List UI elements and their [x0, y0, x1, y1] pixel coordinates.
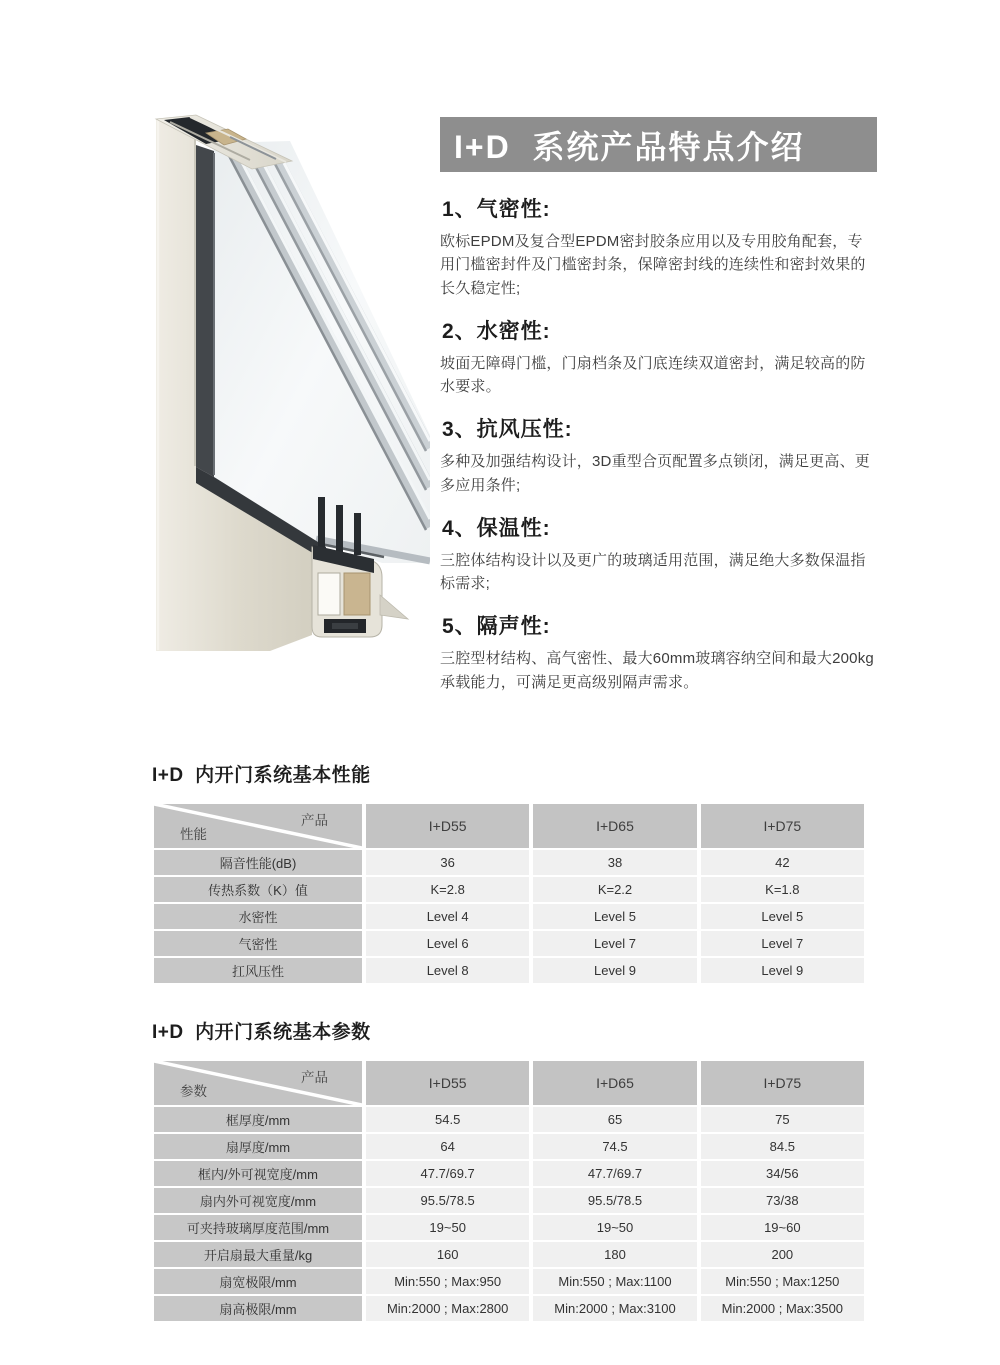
column-header: I+D55 [366, 1061, 529, 1105]
row-label: 水密性 [154, 904, 362, 929]
param-cell: 95.5/78.5 [366, 1188, 529, 1213]
param-cell: 19~50 [533, 1215, 696, 1240]
table-row [154, 1107, 864, 1132]
performance-table-block [150, 760, 868, 985]
param-cell: Min:2000 ; Max:3100 [533, 1296, 696, 1321]
param-cell: Min:550 ; Max:1100 [533, 1269, 696, 1294]
row-label: 传热系数（K）值 [154, 877, 362, 902]
column-header: I+D75 [701, 1061, 864, 1105]
corner-header-cell [154, 1061, 362, 1105]
feature-heading: 1、气密性: [442, 198, 551, 221]
row-label: 扇高极限/mm [154, 1296, 362, 1321]
table-row [154, 1296, 864, 1321]
row-label: 扇厚度/mm [154, 1134, 362, 1159]
param-cell: Min:2000 ; Max:3500 [701, 1296, 864, 1321]
row-label: 扇宽极限/mm [154, 1269, 362, 1294]
column-header: I+D65 [533, 804, 696, 848]
perf-cell: Level 9 [701, 958, 864, 983]
param-cell: 180 [533, 1242, 696, 1267]
param-cell: 19~60 [701, 1215, 864, 1240]
feature-body: 多种及加强结构设计，3D重型合页配置多点锁闭，满足更高、更多应用条件; [440, 453, 870, 494]
table-row [154, 1269, 864, 1294]
perf-cell: K=1.8 [701, 877, 864, 902]
feature-sound-insulation [440, 610, 877, 694]
param-cell: 200 [701, 1242, 864, 1267]
perf-cell: 42 [701, 850, 864, 875]
feature-body: 坡面无障碍门槛，门扇档条及门底连续双道密封，满足较高的防水要求。 [440, 354, 866, 395]
param-cell: 47.7/69.7 [533, 1161, 696, 1186]
param-cell: Min:550 ; Max:1250 [701, 1269, 864, 1294]
parameters-table [150, 1059, 868, 1323]
door-profile-render [130, 95, 430, 665]
perf-cell: Level 5 [533, 904, 696, 929]
perf-cell: K=2.2 [533, 877, 696, 902]
row-label: 框厚度/mm [154, 1107, 362, 1132]
param-cell: 34/56 [701, 1161, 864, 1186]
column-header: I+D75 [701, 804, 864, 848]
feature-heading: 5、隔声性: [442, 615, 551, 639]
corner-label-performance: 性能 [180, 827, 207, 842]
param-cell: 65 [533, 1107, 696, 1132]
feature-heading: 2、水密性: [442, 319, 551, 343]
table-row [154, 877, 864, 902]
perf-cell: Level 4 [366, 904, 529, 929]
param-cell: 75 [701, 1107, 864, 1132]
corner-label-parameter: 参数 [180, 1084, 207, 1099]
parameters-table-block [150, 1017, 868, 1323]
column-header: I+D55 [366, 804, 529, 848]
table-row [154, 904, 864, 929]
row-label: 框内/外可视宽度/mm [154, 1161, 362, 1186]
perf-cell: 38 [533, 850, 696, 875]
table-row [154, 1242, 864, 1267]
performance-table-title: I+D 内开门系统基本性能 [152, 765, 371, 786]
param-cell: Min:2000 ; Max:2800 [366, 1296, 529, 1321]
feature-thermal-insulation [440, 512, 877, 596]
row-label: 隔音性能(dB) [154, 850, 362, 875]
feature-heading: 3、抗风压性: [442, 418, 573, 442]
perf-cell: K=2.8 [366, 877, 529, 902]
param-cell: 160 [366, 1242, 529, 1267]
perf-cell: Level 5 [701, 904, 864, 929]
row-label: 可夹持玻璃厚度范围/mm [154, 1215, 362, 1240]
param-cell: 95.5/78.5 [533, 1188, 696, 1213]
features-panel [440, 117, 877, 694]
perf-cell: Level 8 [366, 958, 529, 983]
table-row [154, 958, 864, 983]
perf-cell: Level 7 [533, 931, 696, 956]
corner-header-cell [154, 804, 362, 848]
table-row [154, 1161, 864, 1186]
feature-body: 三腔型材结构、高气密性、最大60mm玻璃容纳空间和最大200kg承载能力，可满足更高级别隔声需求。 [440, 650, 874, 691]
perf-cell: 36 [366, 850, 529, 875]
feature-heading: 4、保温性: [442, 516, 551, 540]
feature-body: 三腔体结构设计以及更广的玻璃适用范围，满足绝大多数保温指标需求; [440, 551, 866, 592]
row-label: 扇内外可视宽度/mm [154, 1188, 362, 1213]
row-label: 气密性 [154, 931, 362, 956]
feature-watertightness [440, 315, 877, 399]
table-row [154, 1134, 864, 1159]
feature-wind-resistance [440, 413, 877, 497]
param-cell: 84.5 [701, 1134, 864, 1159]
param-cell: Min:550 ; Max:950 [366, 1269, 529, 1294]
parameters-table-title: I+D 内开门系统基本参数 [152, 1022, 371, 1043]
page-title-banner: I+D 系统产品特点介绍 [440, 117, 877, 172]
perf-cell: Level 6 [366, 931, 529, 956]
perf-cell: Level 7 [701, 931, 864, 956]
corner-label-product: 产品 [301, 1070, 328, 1085]
corner-label-product: 产品 [301, 813, 328, 828]
param-cell: 74.5 [533, 1134, 696, 1159]
table-row [154, 931, 864, 956]
param-cell: 54.5 [366, 1107, 529, 1132]
table-row [154, 1188, 864, 1213]
param-cell: 73/38 [701, 1188, 864, 1213]
perf-cell: Level 9 [533, 958, 696, 983]
row-label: 扛风压性 [154, 958, 362, 983]
feature-body: 欧标EPDM及复合型EPDM密封胶条应用以及专用胶角配套，专用门槛密封件及门槛密封条，保障密封线的连续性和密封效果的长久稳定性; [440, 233, 866, 297]
feature-airtightness [440, 193, 877, 300]
column-header: I+D65 [533, 1061, 696, 1105]
table-row [154, 1215, 864, 1240]
table-row [154, 850, 864, 875]
param-cell: 47.7/69.7 [366, 1161, 529, 1186]
row-label: 开启扇最大重量/kg [154, 1242, 362, 1267]
param-cell: 64 [366, 1134, 529, 1159]
performance-table [150, 802, 868, 985]
param-cell: 19~50 [366, 1215, 529, 1240]
